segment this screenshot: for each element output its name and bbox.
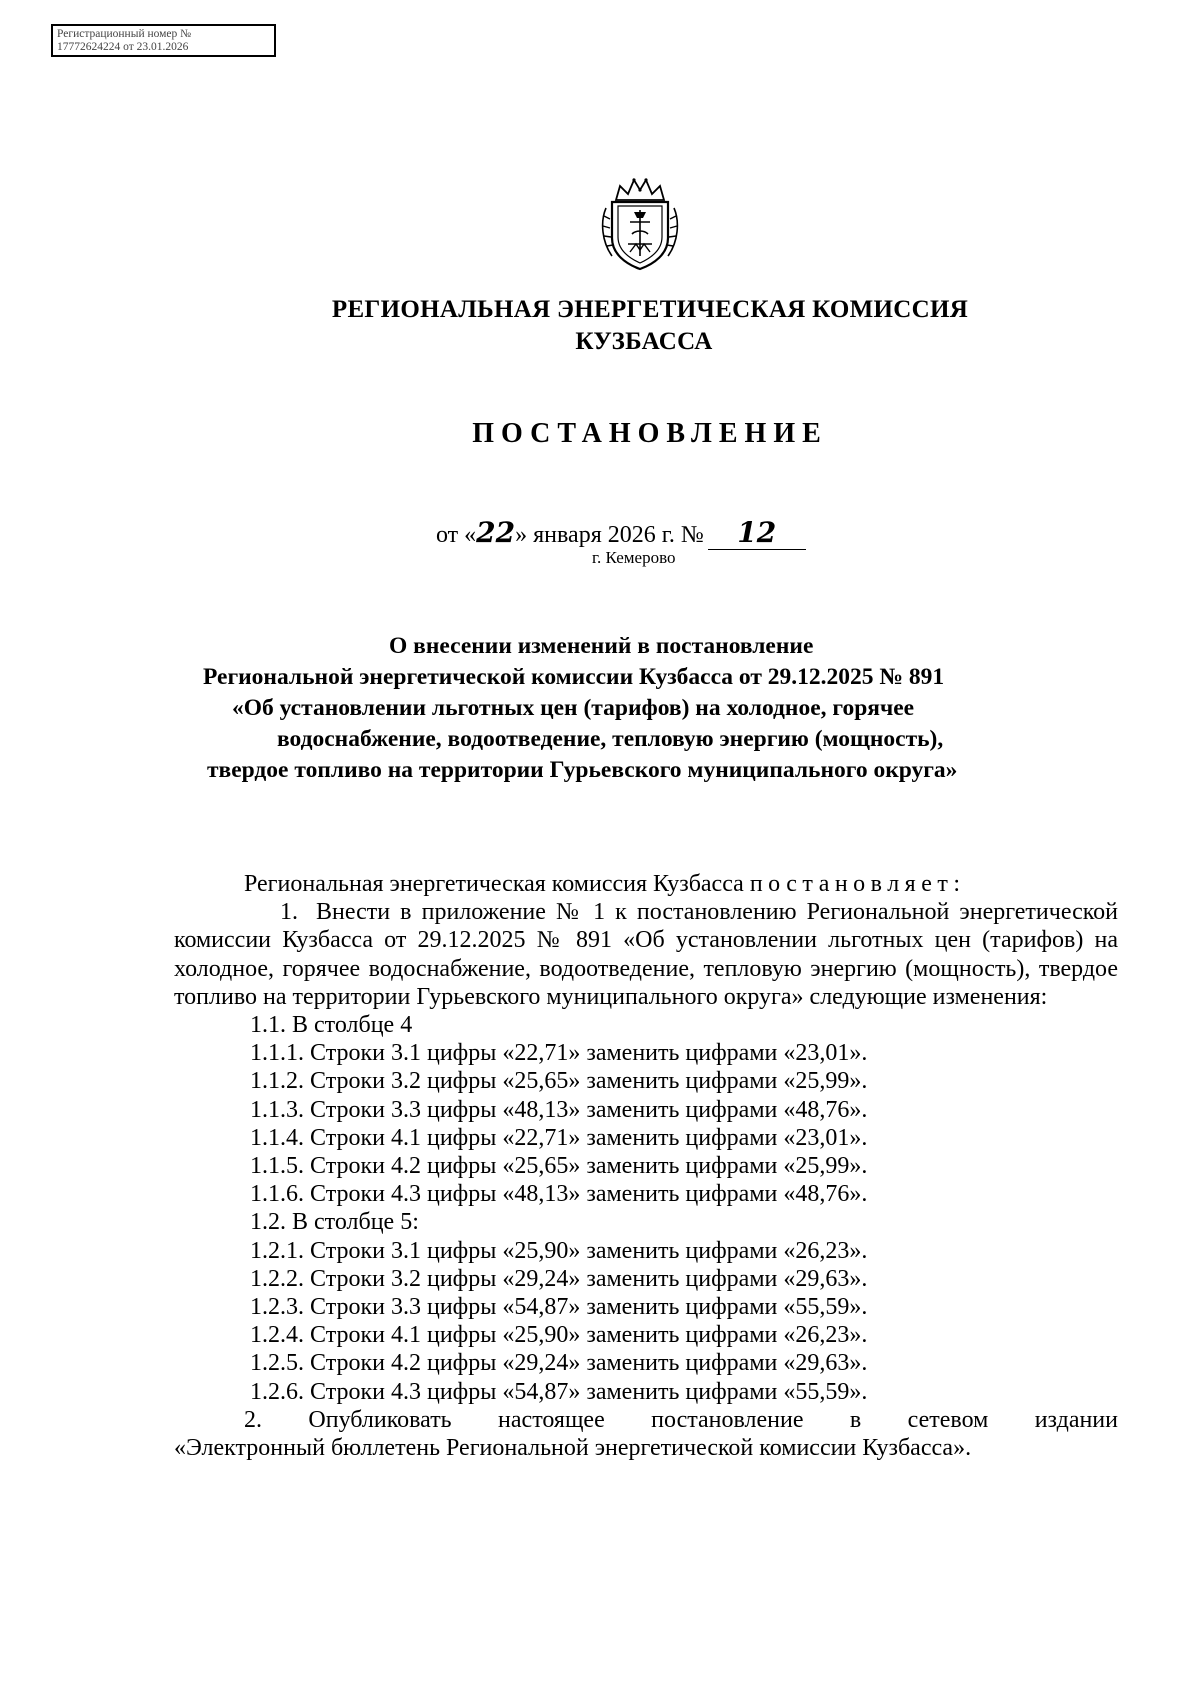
date-middle: » января 2026 г. № <box>515 522 704 548</box>
document-title <box>0 631 1200 786</box>
registration-line-2: 17772624224 от 23.01.2026 <box>57 41 189 53</box>
date-prefix: от « <box>436 522 477 548</box>
list-item: 1.1.6. Строки 4.3 цифры «48,13» заменить цифрами «48,76». <box>250 1181 868 1208</box>
intro-verb: постановляет: <box>749 871 966 897</box>
coat-of-arms-emblem <box>598 176 682 272</box>
document-number-handwritten: 12 <box>737 516 777 549</box>
list-item: 1.1.4. Строки 4.1 цифры «22,71» заменить цифрами «23,01». <box>250 1124 868 1151</box>
title-line-3: «Об установлении льготных цен (тарифов) на холодное, горячее <box>232 695 915 721</box>
list-item: 1.2.1. Строки 3.1 цифры «25,90» заменить цифрами «26,23». <box>250 1237 868 1264</box>
title-line-5: твердое топливо на территории Гурьевского муниципального округа» <box>207 757 958 783</box>
list-item: 1.2.6. Строки 4.3 цифры «54,87» заменить цифрами «55,59». <box>250 1378 868 1405</box>
registration-line-1: Регистрационный номер № <box>57 28 192 40</box>
list-item: 1.1.2. Строки 3.2 цифры «25,65» заменить цифрами «25,99». <box>250 1068 868 1095</box>
list-item: 1.1.5. Строки 4.2 цифры «25,65» заменить цифрами «25,99». <box>250 1153 868 1180</box>
document-type-label: ПОСТАНОВЛЕНИЕ <box>472 418 828 449</box>
date-line <box>436 516 806 550</box>
document-number-field <box>708 516 806 550</box>
intro-text: Региональная энергетическая комиссия Кузбасса <box>244 871 744 897</box>
document-type <box>0 418 1200 450</box>
paragraph-2-line-2: «Электронный бюллетень Региональной энергетической комиссии Кузбасса». <box>174 1435 972 1462</box>
document-body <box>174 870 1118 1462</box>
paragraph-1 <box>174 898 1118 1011</box>
title-line-1: О внесении изменений в постановление <box>389 633 814 659</box>
title-line-2: Региональной энергетической комиссии Кузбасса от 29.12.2025 № 891 <box>203 664 945 690</box>
list-item: 1.2.2. Строки 3.2 цифры «29,24» заменить цифрами «29,63». <box>250 1265 868 1292</box>
list-item: 1.1. В столбце 4 <box>250 1012 413 1039</box>
organization-line-1: РЕГИОНАЛЬНАЯ ЭНЕРГЕТИЧЕСКАЯ КОМИССИЯ <box>331 296 969 323</box>
list-item: 1.2.3. Строки 3.3 цифры «54,87» заменить цифрами «55,59». <box>250 1294 868 1321</box>
paragraph-1-text: Внести в приложение № 1 к постановлению Региональной энергетической комиссии Кузбасса от 29.12.2025 № 891 «Об установлении льготных цен (тарифов) на холодное, горячее водоснабжение, водоотведение, тепловую энергию (мощность), твердое топливо на территории Гурьевского муниципального округа» следующие изменения: <box>174 899 1118 1010</box>
intro-paragraph <box>174 870 1118 898</box>
list-item: 1.2.5. Строки 4.2 цифры «29,24» заменить цифрами «29,63». <box>250 1350 868 1377</box>
organization-name <box>0 294 1200 358</box>
paragraph-2-line-1: 2. Опубликовать настоящее постановление в сетевом издании <box>244 1406 1118 1433</box>
city-label: г. Кемерово <box>592 548 676 567</box>
registration-stamp <box>51 24 276 57</box>
date-day-handwritten: 22 <box>476 516 516 549</box>
list-item: 1.2. В столбце 5: <box>250 1209 419 1236</box>
organization-line-2: КУЗБАССА <box>575 328 713 355</box>
list-item: 1.1.3. Строки 3.3 цифры «48,13» заменить цифрами «48,76». <box>250 1096 868 1123</box>
title-line-4: водоснабжение, водоотведение, тепловую энергию (мощность), <box>277 726 944 752</box>
list-item: 1.1.1. Строки 3.1 цифры «22,71» заменить цифрами «23,01». <box>250 1040 868 1067</box>
paragraph-1-number: 1. <box>280 899 298 926</box>
list-item: 1.2.4. Строки 4.1 цифры «25,90» заменить цифрами «26,23». <box>250 1322 868 1349</box>
